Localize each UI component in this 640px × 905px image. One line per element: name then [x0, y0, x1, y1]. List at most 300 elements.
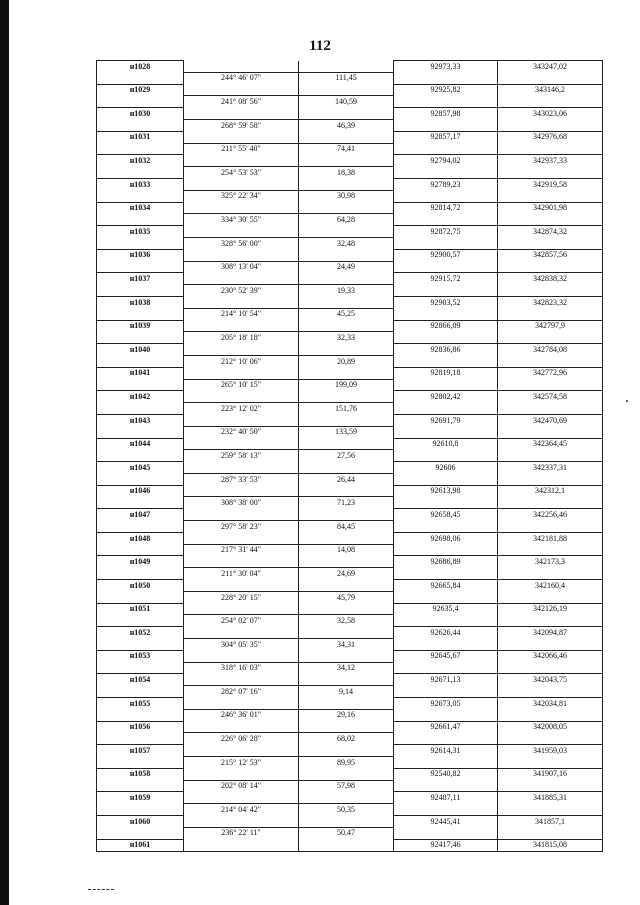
x-coordinate-spacer [394, 261, 498, 273]
y-coordinate: 342094,87 [498, 627, 603, 639]
direction-angle: 232° 40' 50" [184, 426, 299, 438]
point-id-spacer [97, 639, 184, 651]
y-coordinate-spacer [498, 733, 603, 745]
point-id: н1044 [97, 438, 184, 450]
point-id-spacer [97, 214, 184, 226]
direction-angle: 254° 02' 07" [184, 615, 299, 627]
x-coordinate: 92661,47 [394, 721, 498, 733]
segment-row [97, 521, 603, 533]
x-coordinate: 92671,13 [394, 674, 498, 686]
length-cell [299, 178, 394, 190]
y-coordinate: 342312,1 [498, 485, 603, 497]
length-cell [299, 627, 394, 639]
point-id: н1051 [97, 603, 184, 615]
length-cell [299, 485, 394, 497]
segment-length: 24,49 [299, 261, 394, 273]
point-id: н1036 [97, 249, 184, 261]
angle-cell [184, 320, 299, 332]
point-id: н1043 [97, 414, 184, 426]
point-id: н1056 [97, 721, 184, 733]
segment-row [97, 450, 603, 462]
y-coordinate-spacer [498, 544, 603, 556]
length-cell [299, 650, 394, 662]
point-row [97, 367, 603, 379]
x-coordinate-spacer [394, 521, 498, 533]
direction-angle: 244° 46' 07" [184, 72, 299, 84]
y-coordinate-spacer [498, 827, 603, 839]
y-coordinate: 342337,31 [498, 462, 603, 474]
segment-row [97, 72, 603, 84]
point-id: н1038 [97, 296, 184, 308]
segment-row [97, 615, 603, 627]
segment-length: 9,14 [299, 686, 394, 698]
point-row [97, 438, 603, 450]
length-cell [299, 745, 394, 757]
angle-cell [184, 768, 299, 780]
angle-cell [184, 108, 299, 120]
point-row [97, 202, 603, 214]
x-coordinate-spacer [394, 119, 498, 131]
y-coordinate: 341857,1 [498, 816, 603, 828]
point-id-spacer [97, 450, 184, 462]
x-coordinate-spacer [394, 190, 498, 202]
point-id-spacer [97, 733, 184, 745]
y-coordinate: 342901,98 [498, 202, 603, 214]
point-row [97, 462, 603, 474]
y-coordinate-spacer [498, 167, 603, 179]
point-id: н1041 [97, 367, 184, 379]
y-coordinate-spacer [498, 426, 603, 438]
point-id: н1047 [97, 509, 184, 521]
point-id-spacer [97, 96, 184, 108]
point-id-spacer [97, 780, 184, 792]
point-id-spacer [97, 332, 184, 344]
y-coordinate-spacer [498, 308, 603, 320]
y-coordinate-spacer [498, 96, 603, 108]
x-coordinate: 92645,67 [394, 650, 498, 662]
point-id: н1034 [97, 202, 184, 214]
y-coordinate-spacer [498, 403, 603, 415]
segment-length: 32,48 [299, 237, 394, 249]
point-row [97, 178, 603, 190]
segment-length: 71,23 [299, 497, 394, 509]
segment-length: 32,58 [299, 615, 394, 627]
point-id: н1061 [97, 839, 184, 851]
direction-angle: 223° 12' 02" [184, 403, 299, 415]
point-id: н1050 [97, 580, 184, 592]
y-coordinate-spacer [498, 639, 603, 651]
point-id: н1042 [97, 391, 184, 403]
y-coordinate-spacer [498, 285, 603, 297]
point-row [97, 674, 603, 686]
segment-length: 46,39 [299, 119, 394, 131]
angle-cell [184, 155, 299, 167]
y-coordinate-spacer [498, 379, 603, 391]
point-id: н1030 [97, 108, 184, 120]
angle-cell [184, 745, 299, 757]
y-coordinate-spacer [498, 497, 603, 509]
direction-angle: 265° 10' 15" [184, 379, 299, 391]
x-coordinate: 92698,06 [394, 532, 498, 544]
segment-length: 34,12 [299, 662, 394, 674]
x-coordinate: 92789,23 [394, 178, 498, 190]
y-coordinate: 343146,2 [498, 84, 603, 96]
x-coordinate: 92814,72 [394, 202, 498, 214]
direction-angle: 259° 58' 13" [184, 450, 299, 462]
y-coordinate-spacer [498, 521, 603, 533]
segment-length: 24,69 [299, 568, 394, 580]
x-coordinate: 92673,05 [394, 698, 498, 710]
point-id-spacer [97, 72, 184, 84]
point-id: н1031 [97, 131, 184, 143]
point-id: н1058 [97, 768, 184, 780]
point-id: н1032 [97, 155, 184, 167]
point-id-spacer [97, 143, 184, 155]
y-coordinate: 342181,88 [498, 532, 603, 544]
x-coordinate-spacer [394, 568, 498, 580]
x-coordinate-spacer [394, 686, 498, 698]
y-coordinate: 342838,32 [498, 273, 603, 285]
length-cell [299, 391, 394, 403]
x-coordinate-spacer [394, 332, 498, 344]
y-coordinate: 342034,81 [498, 698, 603, 710]
x-coordinate: 92857,17 [394, 131, 498, 143]
x-coordinate: 92900,57 [394, 249, 498, 261]
length-cell [299, 226, 394, 238]
y-coordinate: 342772,96 [498, 367, 603, 379]
y-coordinate-spacer [498, 591, 603, 603]
y-coordinate: 342823,32 [498, 296, 603, 308]
direction-angle: 268° 59' 58" [184, 119, 299, 131]
point-id-spacer [97, 167, 184, 179]
point-row [97, 768, 603, 780]
segment-row [97, 167, 603, 179]
direction-angle: 246° 36' 01" [184, 709, 299, 721]
direction-angle: 308° 38' 00" [184, 497, 299, 509]
x-coordinate-spacer [394, 757, 498, 769]
segment-length: 74,41 [299, 143, 394, 155]
y-coordinate: 342173,3 [498, 556, 603, 568]
point-id-spacer [97, 237, 184, 249]
y-coordinate-spacer [498, 780, 603, 792]
x-coordinate-spacer [394, 780, 498, 792]
x-coordinate-spacer [394, 308, 498, 320]
length-cell [299, 108, 394, 120]
point-id: н1040 [97, 344, 184, 356]
angle-cell [184, 273, 299, 285]
segment-row [97, 143, 603, 155]
direction-angle: 325° 22' 34" [184, 190, 299, 202]
length-cell [299, 509, 394, 521]
point-id: н1049 [97, 556, 184, 568]
direction-angle: 304° 05' 35" [184, 639, 299, 651]
point-row [97, 721, 603, 733]
x-coordinate: 92836,86 [394, 344, 498, 356]
x-coordinate-spacer [394, 544, 498, 556]
segment-length: 111,45 [299, 72, 394, 84]
segment-length: 199,09 [299, 379, 394, 391]
point-id: н1046 [97, 485, 184, 497]
direction-angle: 228° 20' 15" [184, 591, 299, 603]
point-id-spacer [97, 662, 184, 674]
x-coordinate: 92487,11 [394, 792, 498, 804]
segment-row [97, 403, 603, 415]
y-coordinate: 342784,08 [498, 344, 603, 356]
point-row [97, 344, 603, 356]
y-coordinate: 342937,33 [498, 155, 603, 167]
x-coordinate-spacer [394, 143, 498, 155]
point-id-spacer [97, 379, 184, 391]
length-cell [299, 580, 394, 592]
y-coordinate: 341907,16 [498, 768, 603, 780]
direction-angle: 214° 04' 42" [184, 804, 299, 816]
segment-row [97, 733, 603, 745]
point-row [97, 485, 603, 497]
point-id: н1039 [97, 320, 184, 332]
segment-length: 68,02 [299, 733, 394, 745]
point-row [97, 320, 603, 332]
angle-cell [184, 674, 299, 686]
segment-row [97, 473, 603, 485]
point-id: н1054 [97, 674, 184, 686]
point-row [97, 61, 603, 73]
point-id-spacer [97, 568, 184, 580]
y-coordinate: 342066,46 [498, 650, 603, 662]
x-coordinate: 92614,31 [394, 745, 498, 757]
angle-cell [184, 485, 299, 497]
segment-row [97, 568, 603, 580]
segment-length: 27,56 [299, 450, 394, 462]
y-coordinate-spacer [498, 473, 603, 485]
angle-cell [184, 296, 299, 308]
x-coordinate-spacer [394, 591, 498, 603]
segment-length: 89,95 [299, 757, 394, 769]
x-coordinate: 92925,82 [394, 84, 498, 96]
y-coordinate-spacer [498, 332, 603, 344]
y-coordinate: 342160,4 [498, 580, 603, 592]
angle-cell [184, 367, 299, 379]
length-cell [299, 556, 394, 568]
point-id-spacer [97, 473, 184, 485]
x-coordinate: 92613,98 [394, 485, 498, 497]
length-cell [299, 768, 394, 780]
x-coordinate-spacer [394, 733, 498, 745]
angle-cell [184, 580, 299, 592]
x-coordinate-spacer [394, 639, 498, 651]
point-row [97, 155, 603, 167]
point-id: н1028 [97, 61, 184, 73]
segment-length: 84,45 [299, 521, 394, 533]
y-coordinate: 341885,31 [498, 792, 603, 804]
length-cell [299, 131, 394, 143]
y-coordinate: 342797,9 [498, 320, 603, 332]
x-coordinate: 92686,89 [394, 556, 498, 568]
angle-cell [184, 84, 299, 96]
segment-row [97, 780, 603, 792]
x-coordinate: 92635,4 [394, 603, 498, 615]
y-coordinate: 342126,19 [498, 603, 603, 615]
segment-row [97, 119, 603, 131]
segment-row [97, 237, 603, 249]
point-row [97, 509, 603, 521]
y-coordinate-spacer [498, 709, 603, 721]
length-cell [299, 721, 394, 733]
angle-cell [184, 391, 299, 403]
segment-length: 19,33 [299, 285, 394, 297]
x-coordinate: 92658,45 [394, 509, 498, 521]
x-coordinate: 92973,33 [394, 61, 498, 73]
direction-angle: 241° 08' 56" [184, 96, 299, 108]
segment-row [97, 355, 603, 367]
angle-cell [184, 698, 299, 710]
segment-length: 64,28 [299, 214, 394, 226]
segment-length: 18,38 [299, 167, 394, 179]
y-coordinate-spacer [498, 662, 603, 674]
point-id-spacer [97, 686, 184, 698]
scan-speck [626, 400, 628, 402]
angle-cell [184, 131, 299, 143]
length-cell [299, 698, 394, 710]
segment-length: 50,35 [299, 804, 394, 816]
angle-cell [184, 61, 299, 73]
x-coordinate: 92903,52 [394, 296, 498, 308]
angle-cell [184, 603, 299, 615]
direction-angle: 202° 08' 14" [184, 780, 299, 792]
length-cell [299, 202, 394, 214]
y-coordinate: 342008,05 [498, 721, 603, 733]
length-cell [299, 414, 394, 426]
segment-row [97, 96, 603, 108]
angle-cell [184, 438, 299, 450]
x-coordinate: 92445,41 [394, 816, 498, 828]
point-id: н1060 [97, 816, 184, 828]
length-cell [299, 61, 394, 73]
angle-cell [184, 816, 299, 828]
x-coordinate-spacer [394, 214, 498, 226]
angle-cell [184, 532, 299, 544]
point-row [97, 745, 603, 757]
point-id-spacer [97, 355, 184, 367]
x-coordinate: 92606 [394, 462, 498, 474]
y-coordinate: 341815,08 [498, 839, 603, 851]
point-id: н1057 [97, 745, 184, 757]
point-id-spacer [97, 403, 184, 415]
length-cell [299, 532, 394, 544]
point-row [97, 273, 603, 285]
point-row [97, 532, 603, 544]
point-id-spacer [97, 709, 184, 721]
y-coordinate: 342043,75 [498, 674, 603, 686]
point-id: н1045 [97, 462, 184, 474]
y-coordinate: 342470,69 [498, 414, 603, 426]
segment-row [97, 379, 603, 391]
y-coordinate: 342364,45 [498, 438, 603, 450]
segment-row [97, 591, 603, 603]
y-coordinate-spacer [498, 119, 603, 131]
segment-row [97, 827, 603, 839]
length-cell [299, 839, 394, 851]
x-coordinate-spacer [394, 450, 498, 462]
direction-angle: 226° 06' 28" [184, 733, 299, 745]
point-id: н1052 [97, 627, 184, 639]
angle-cell [184, 509, 299, 521]
point-id-spacer [97, 757, 184, 769]
x-coordinate-spacer [394, 72, 498, 84]
x-coordinate-spacer [394, 237, 498, 249]
point-id-spacer [97, 261, 184, 273]
segment-row [97, 214, 603, 226]
x-coordinate: 92866,09 [394, 320, 498, 332]
length-cell [299, 603, 394, 615]
direction-angle: 334° 30' 55" [184, 214, 299, 226]
x-coordinate: 92872,75 [394, 226, 498, 238]
segment-row [97, 709, 603, 721]
point-id: н1055 [97, 698, 184, 710]
point-id: н1053 [97, 650, 184, 662]
segment-row [97, 261, 603, 273]
x-coordinate-spacer [394, 827, 498, 839]
length-cell [299, 674, 394, 686]
point-id-spacer [97, 521, 184, 533]
x-coordinate-spacer [394, 355, 498, 367]
point-id-spacer [97, 615, 184, 627]
point-id: н1037 [97, 273, 184, 285]
y-coordinate-spacer [498, 72, 603, 84]
x-coordinate: 92857,98 [394, 108, 498, 120]
segment-length: 57,98 [299, 780, 394, 792]
y-coordinate: 342919,58 [498, 178, 603, 190]
length-cell [299, 155, 394, 167]
length-cell [299, 84, 394, 96]
direction-angle: 254° 53' 53" [184, 167, 299, 179]
y-coordinate-spacer [498, 615, 603, 627]
x-coordinate: 92794,02 [394, 155, 498, 167]
x-coordinate-spacer [394, 285, 498, 297]
x-coordinate-spacer [394, 167, 498, 179]
segment-row [97, 639, 603, 651]
length-cell [299, 438, 394, 450]
angle-cell [184, 462, 299, 474]
point-row [97, 84, 603, 96]
segment-length: 14,08 [299, 544, 394, 556]
segment-length: 26,44 [299, 473, 394, 485]
x-coordinate-spacer [394, 615, 498, 627]
x-coordinate-spacer [394, 473, 498, 485]
segment-length: 30,98 [299, 190, 394, 202]
point-row [97, 414, 603, 426]
y-coordinate-spacer [498, 190, 603, 202]
y-coordinate-spacer [498, 568, 603, 580]
y-coordinate-spacer [498, 450, 603, 462]
point-id-spacer [97, 827, 184, 839]
length-cell [299, 344, 394, 356]
length-cell [299, 273, 394, 285]
point-id-spacer [97, 497, 184, 509]
segment-row [97, 686, 603, 698]
angle-cell [184, 721, 299, 733]
x-coordinate-spacer [394, 96, 498, 108]
y-coordinate: 342874,32 [498, 226, 603, 238]
point-id: н1029 [97, 84, 184, 96]
angle-cell [184, 178, 299, 190]
x-coordinate: 92819,18 [394, 367, 498, 379]
page-number: 112 [309, 38, 331, 54]
point-row [97, 580, 603, 592]
direction-angle: 214° 10' 54" [184, 308, 299, 320]
point-row [97, 226, 603, 238]
x-coordinate-spacer [394, 804, 498, 816]
x-coordinate-spacer [394, 662, 498, 674]
